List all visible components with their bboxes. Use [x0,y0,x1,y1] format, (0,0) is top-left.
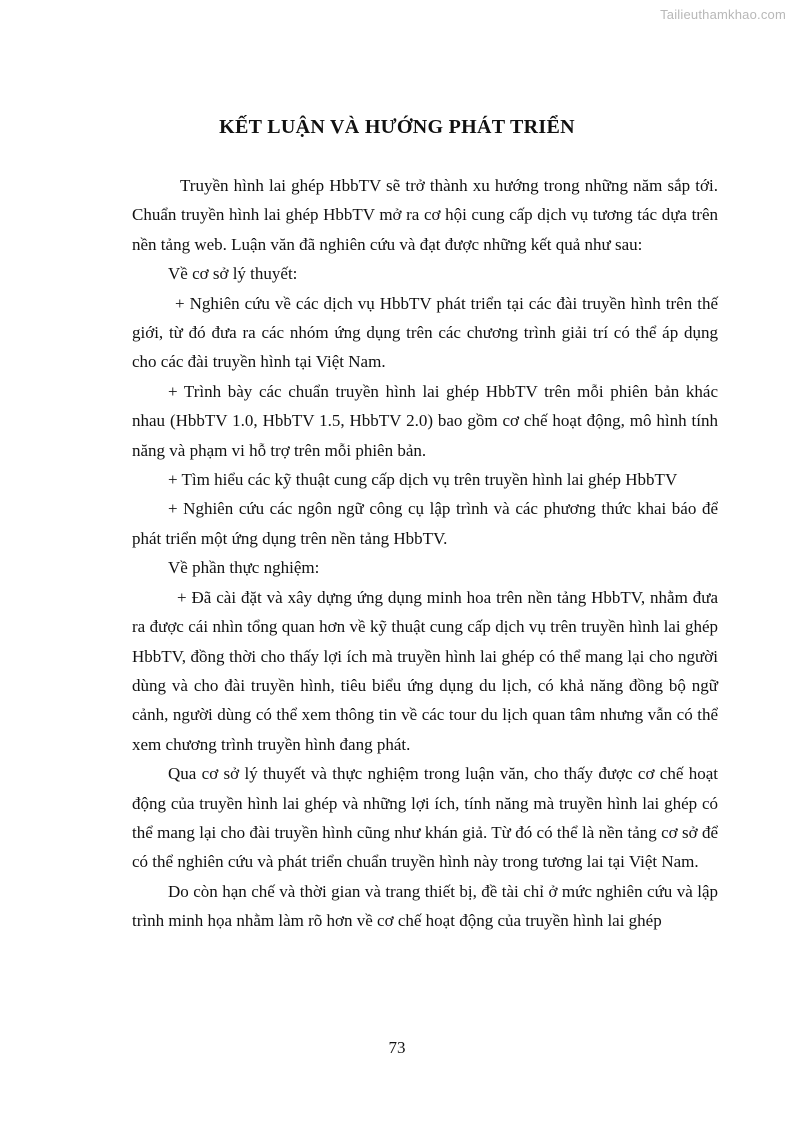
watermark: Tailieuthamkhao.com [660,7,786,22]
paragraph-theory-item-1: + Nghiên cứu về các dịch vụ HbbTV phát triển tại các đài truyền hình trên thế giới, từ đó đưa ra các nhóm ứng dụng trên các chương trình giải trí có thể áp dụng cho các đài truyền hình tại Việt Nam. [132,293,718,372]
paragraph-theory-heading: Về cơ sở lý thuyết: [168,264,298,284]
paragraph-theory-item-4: + Nghiên cứu các ngôn ngữ công cụ lập trình và các phương thức khai báo để phát triển một ứng dụng trên nền tảng HbbTV. [132,499,718,548]
document-body [132,171,718,936]
paragraph-conclusion: Qua cơ sở lý thuyết và thực nghiệm trong luận văn, cho thấy được cơ chế hoạt động của truyền hình lai ghép và những lợi ích, tính năng mà truyền hình lai ghép có thể mang lại cho đài truyền hình cũng như khán giả. Từ đó có thể là nền tảng cơ sở để có thể nghiên cứu và phát triển chuẩn truyền hình này trong tương lai tại Việt Nam. [132,764,718,872]
page-number: 73 [388,1038,406,1057]
page-title: KẾT LUẬN VÀ HƯỚNG PHÁT TRIỂN [219,116,575,138]
paragraph-experiment-heading: Về phần thực nghiệm: [168,558,320,578]
paragraph-theory-item-2: + Trình bày các chuẩn truyền hình lai ghép HbbTV trên mỗi phiên bản khác nhau (HbbTV 1.0, HbbTV 1.5, HbbTV 2.0) bao gồm cơ chế hoạt động, mô hình tính năng và phạm vi hỗ trợ trên mỗi phiên bản. [132,381,718,460]
paragraph-theory-item-3: + Tìm hiểu các kỹ thuật cung cấp dịch vụ trên truyền hình lai ghép HbbTV [168,470,678,490]
paragraph-limitations: Do còn hạn chế và thời gian và trang thiết bị, đề tài chỉ ở mức nghiên cứu và lập trình minh họa nhằm làm rõ hơn về cơ chế hoạt động của truyền hình lai ghép [132,881,718,931]
paragraph-intro: Truyền hình lai ghép HbbTV sẽ trở thành xu hướng trong những năm sắp tới. Chuẩn truyền hình lai ghép HbbTV mở ra cơ hội cung cấp dịch vụ tương tác dựa trên nền tảng web. Luận văn đã nghiên cứu và đạt được những kết quả như sau: [132,176,718,254]
paragraph-experiment-item-1: + Đã cài đặt và xây dựng ứng dụng minh hoa trên nền tảng HbbTV, nhằm đưa ra được cái nhìn tổng quan hơn về kỹ thuật cung cấp dịch vụ trên truyền hình lai ghép HbbTV, đồng thời cho thấy lợi ích mà truyền hình lai ghép có thể mang lại cho người dùng và cho đài truyền hình, tiêu biểu ứng dụng du lịch, có khả năng đồng bộ ngữ cảnh, người dùng có thể xem thông tin về các tour du lịch quan tâm nhưng vẫn có thể xem chương trình truyền hình đang phát. [132,587,718,754]
